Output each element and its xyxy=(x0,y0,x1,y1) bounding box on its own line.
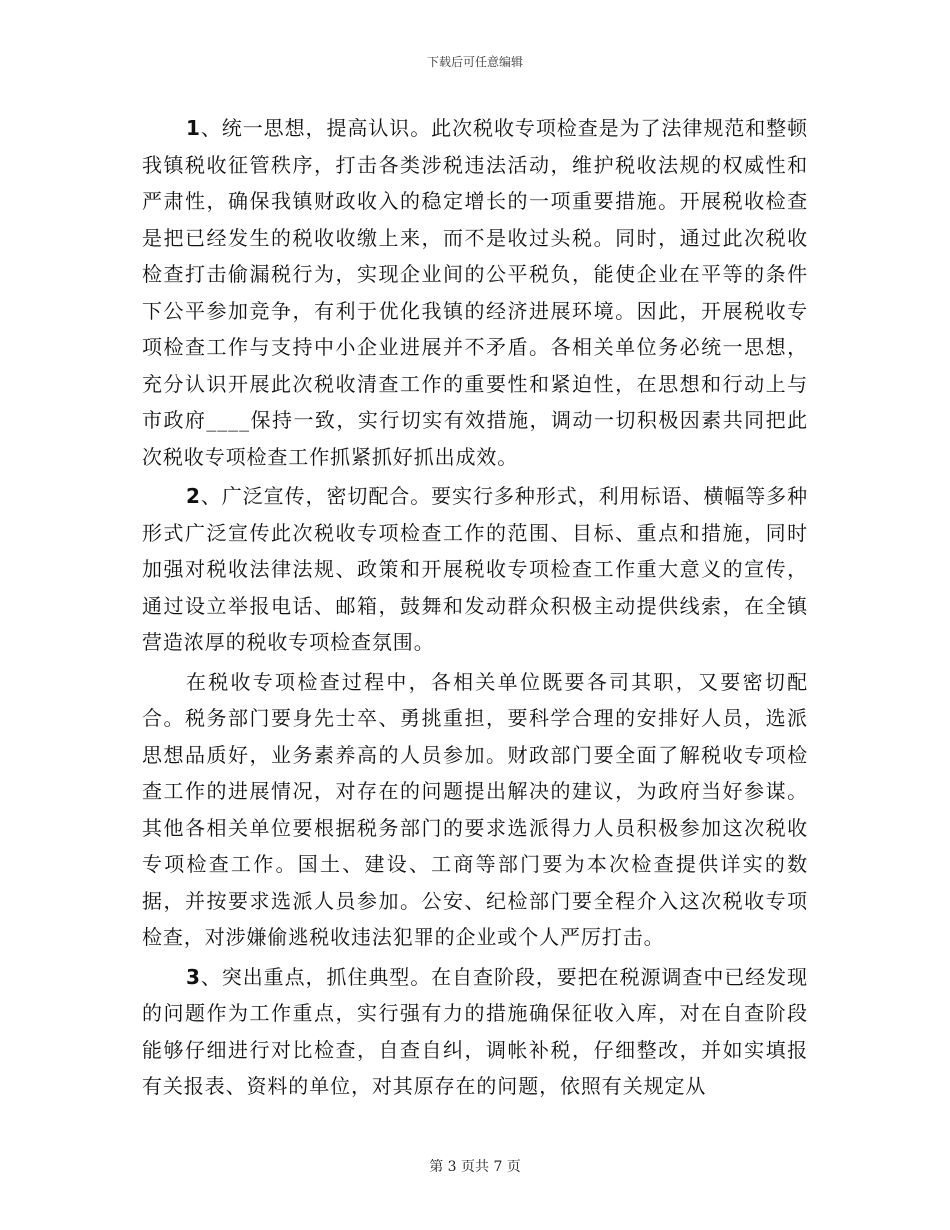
page-footer: 第 3 页共 7 页 xyxy=(429,1159,521,1175)
paragraph-2-text: 、广泛宣传，密切配合。要实行多种形式，利用标语、横幅等多种形式广泛宣传此次税收专项检查工作的范围、目标、重点和措施，同时加强对税收法律法规、政策和开展税收专项检查工作重大意义的宣传，通过设立举报电话、邮箱，鼓舞和发动群众积极主动提供线索，在全镇营造浓厚的税收专项检查氛围。 xyxy=(142,484,808,654)
paragraph-2-number: 2 xyxy=(186,484,201,508)
paragraph-4-number: 3 xyxy=(186,964,201,989)
document-body xyxy=(142,110,808,1105)
paragraph-4-text: 、突出重点，抓住典型。在自查阶段，要把在税源调查中已经发现的问题作为工作重点，实行强有力的措施确保征收入库，对在自查阶段能够仔细进行对比检查，自查自纠，调帐补税，仔细整改，并如实填报有关报表、资料的单位，对其原存在的问题，依照有关规定从 xyxy=(142,964,808,1098)
paragraph-3-text: 在税收专项检查过程中，各相关单位既要各司其职，又要密切配合。税务部门要身先士卒、勇挑重担，要科学合理的安排好人员，选派思想品质好，业务素养高的人员参加。财政部门要全面了解税收专项检查工作的进展情况，对存在的问题提出解决的建议，为政府当好参谋。其他各相关单位要根据税务部门的要求选派得力人员积极参加这次税收专项检查工作。国土、建设、工商等部门要为本次检查提供详实的数据，并按要求选派人员参加。公安、纪检部门要全程介入这次税收专项检查，对涉嫌偷逃税收违法犯罪的企业或个人严厉打击。 xyxy=(142,669,808,949)
page-header: 下载后可任意编辑 xyxy=(426,55,523,69)
paragraph-4 xyxy=(142,959,808,1105)
paragraph-1-number: 1 xyxy=(186,116,201,140)
paragraph-1 xyxy=(142,110,808,475)
paragraph-2 xyxy=(142,478,808,661)
paragraph-1-text: 、统一思想，提高认识。此次税收专项检查是为了法律规范和整顿我镇税收征管秩序，打击各类涉税违法活动，维护税收法规的权威性和严肃性，确保我镇财政收入的稳定增长的一项重要措施。开展税收检查是把已经发生的税收收缴上来，而不是收过头税。同时，通过此次税收检查打击偷漏税行为，实现企业间的公平税负，能使企业在平等的条件下公平参加竞争，有利于优化我镇的经济进展环境。因此，开展税收专项检查工作与支持中小企业进展并不矛盾。各相关单位务必统一思想，充分认识开展此次税收清查工作的重要性和紧迫性，在思想和行动上与市政府____保持一致，实行切实有效措施，调动一切积极因素共同把此次税收专项检查工作抓紧抓好抓出成效。 xyxy=(142,116,808,469)
paragraph-3 xyxy=(142,664,808,956)
